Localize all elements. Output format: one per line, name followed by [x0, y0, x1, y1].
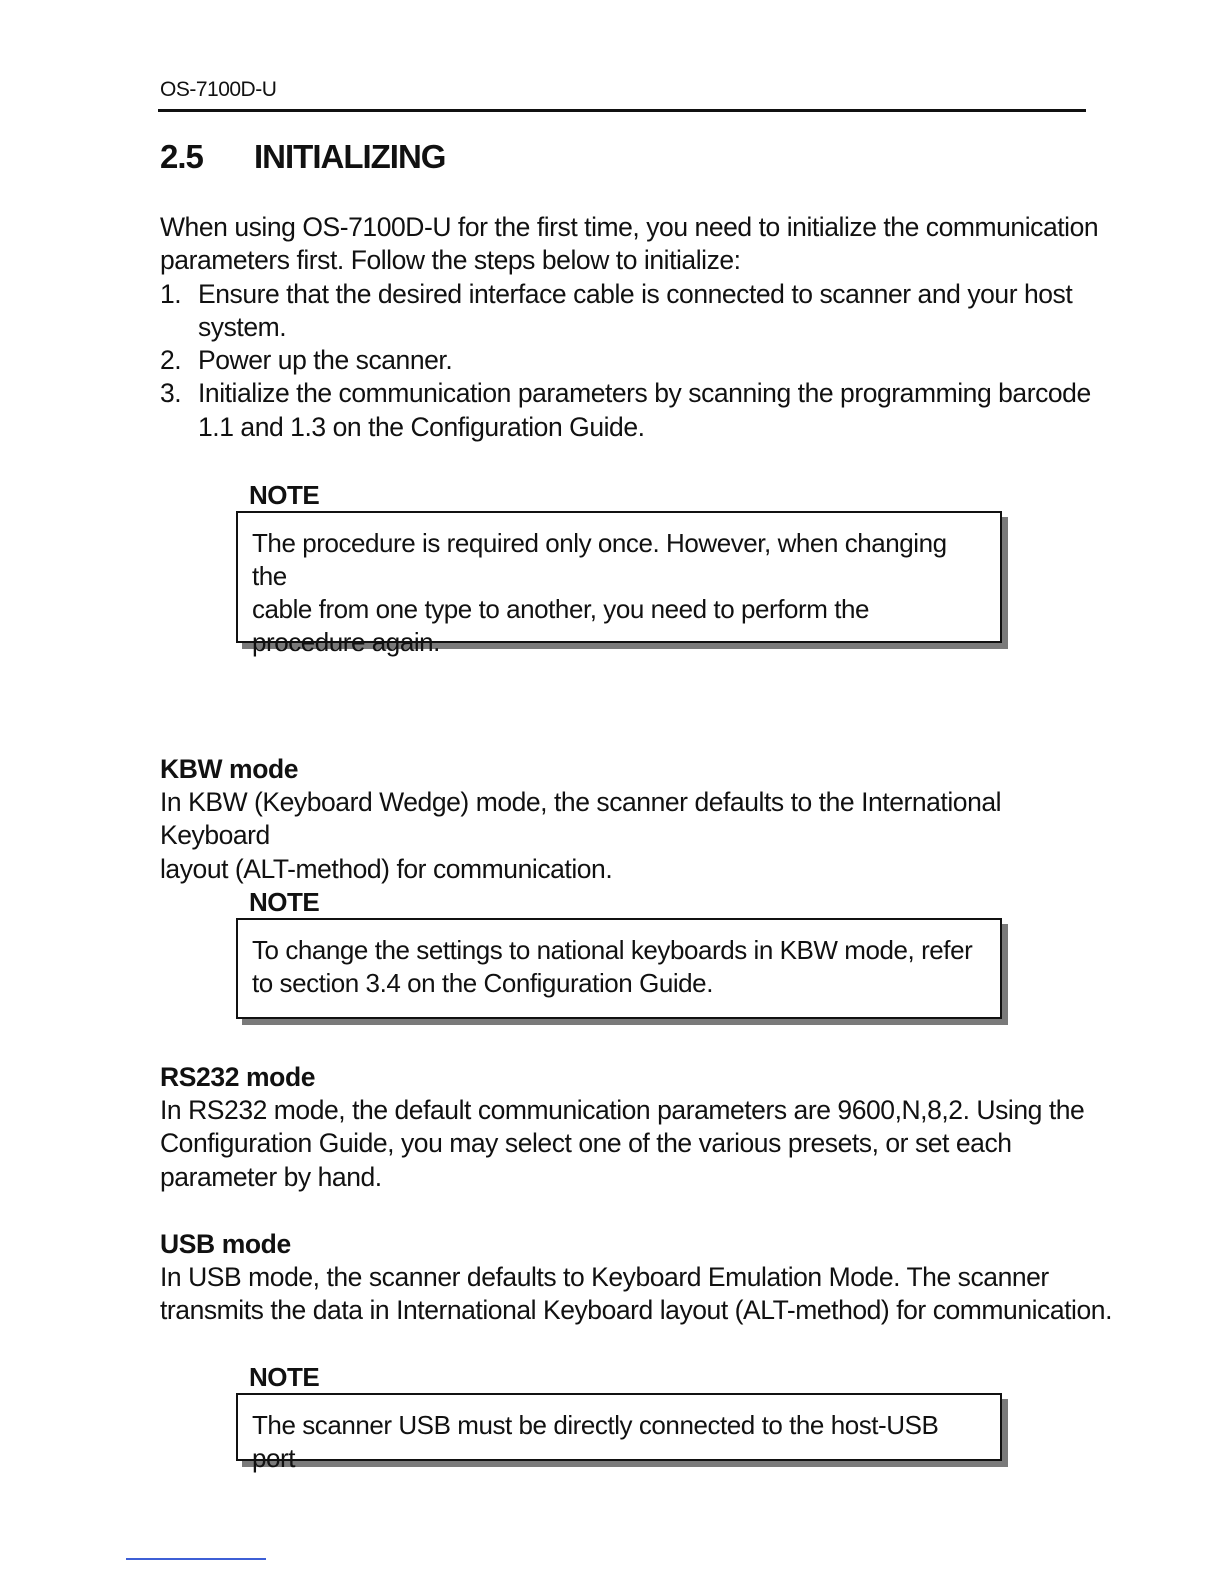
note-label: NOTE	[249, 1362, 320, 1392]
note-line-2: cable from one type to another, you need to perform the	[252, 594, 869, 624]
kbw-line-2: layout (ALT-method) for communication.	[160, 853, 613, 884]
list-item	[160, 278, 1100, 345]
intro-line-1: When using OS-7100D-U for the first time, you need to initialize the communication	[160, 212, 1099, 242]
step-number: 3.	[160, 378, 182, 409]
note-label: NOTE	[249, 887, 320, 917]
kbw-section	[160, 753, 1100, 886]
note-line-1: The scanner USB must be directly connected to the host-USB port	[252, 1410, 939, 1473]
usb-line-1: In USB mode, the scanner defaults to Keyboard Emulation Mode. The scanner	[160, 1262, 1049, 1292]
step-text-continued: system.	[198, 311, 287, 342]
step-text: Power up the scanner.	[198, 345, 453, 376]
intro-block	[160, 211, 1100, 444]
rs232-heading: RS232 mode	[160, 1062, 316, 1092]
usb-section	[160, 1228, 1120, 1328]
section-title	[160, 138, 445, 176]
step-number: 2.	[160, 345, 182, 376]
rs232-line-1: In RS232 mode, the default communication parameters are 9600,N,8,2. Using the	[160, 1095, 1085, 1125]
rs232-line-2: Configuration Guide, you may select one of the various presets, or set each	[160, 1128, 1012, 1159]
usb-heading: USB mode	[160, 1229, 291, 1259]
header-rule	[158, 109, 1086, 112]
note-box	[236, 1393, 1002, 1473]
usb-line-2: transmits the data in International Keyboard layout (ALT-method) for communication.	[160, 1295, 1112, 1326]
step-text-continued: 1.1 and 1.3 on the Configuration Guide.	[198, 411, 645, 442]
section-number: 2.5	[160, 138, 203, 175]
list-item	[160, 344, 1100, 377]
footer-link-underline	[126, 1558, 266, 1560]
step-number: 1.	[160, 278, 182, 309]
list-item	[160, 377, 1100, 444]
note-line-1: The procedure is required only once. However, when changing the	[252, 528, 947, 591]
kbw-heading: KBW mode	[160, 754, 299, 784]
kbw-line-1: In KBW (Keyboard Wedge) mode, the scanner defaults to the International Keyboard	[160, 787, 1002, 851]
note-line-3: procedure again.	[252, 627, 440, 657]
rs232-line-3: parameter by hand.	[160, 1161, 382, 1192]
note-box	[236, 511, 1002, 657]
note-box	[236, 918, 1002, 1019]
rs232-section	[160, 1061, 1100, 1194]
running-header: OS-7100D-U	[160, 78, 277, 101]
steps-list	[160, 278, 1100, 444]
section-title-text: INITIALIZING	[254, 138, 446, 175]
step-text: Initialize the communication parameters by scanning the programming barcode	[198, 378, 1091, 409]
note-label: NOTE	[249, 480, 320, 510]
step-text: Ensure that the desired interface cable is connected to scanner and your host	[198, 278, 1073, 309]
note-line-2: to section 3.4 on the Configuration Guide.	[252, 968, 713, 998]
intro-line-2: parameters first. Follow the steps below to initialize:	[160, 245, 741, 276]
note-line-1: To change the settings to national keyboards in KBW mode, refer	[252, 935, 973, 965]
